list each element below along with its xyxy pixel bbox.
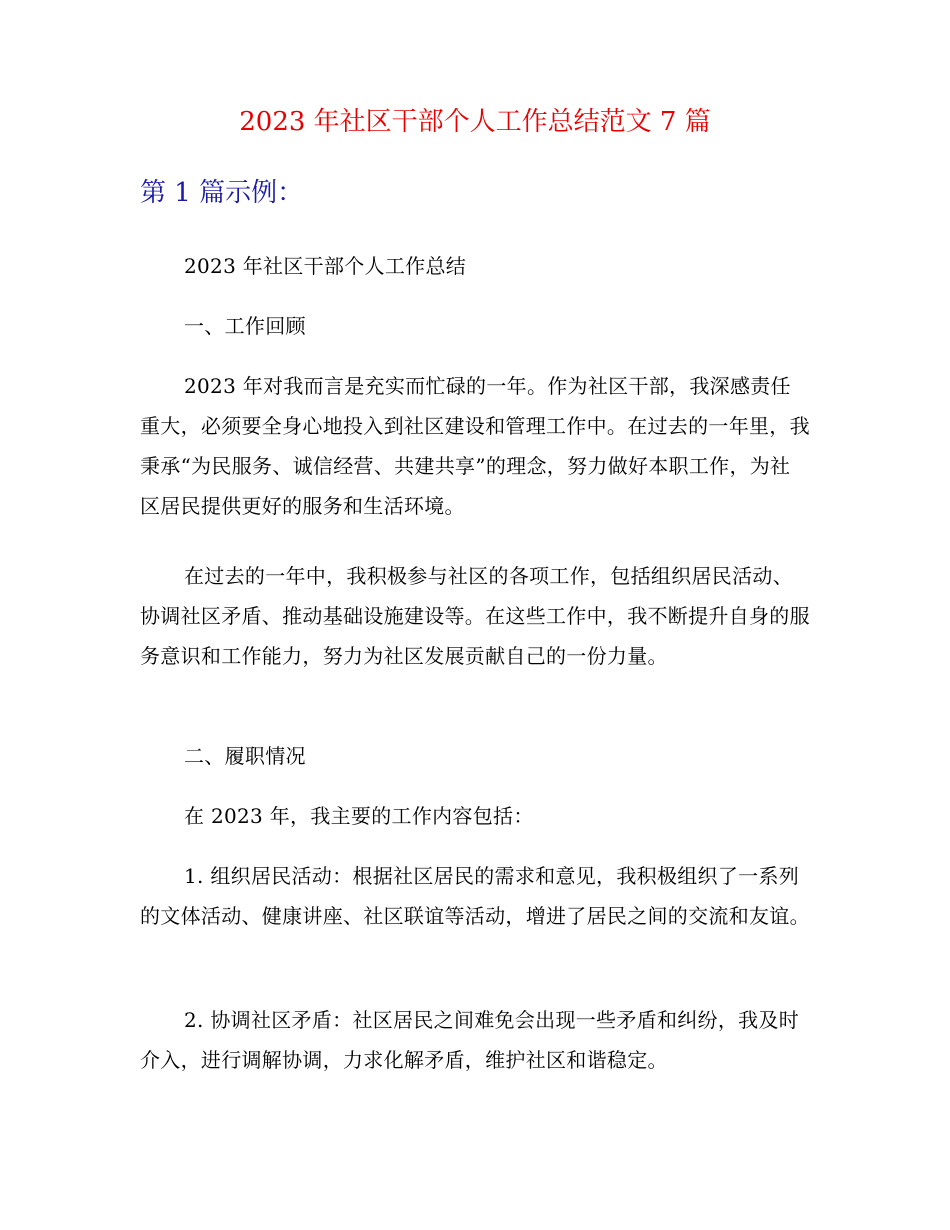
example-heading: 第 1 篇示例： [140, 178, 304, 208]
section-heading-review: 一、工作回顾 [184, 314, 306, 338]
paragraph: 在过去的一年中，我积极参与社区的各项工作，包括组织居民活动、协调社区矛盾、推动基础设施建设等。在这些工作中，我不断提升自身的服务意识和工作能力，努力为社区发展贡献自己的一份力量。 [140, 564, 810, 668]
section-heading-duties: 二、履职情况 [184, 744, 306, 768]
list-item: 2. 协调社区矛盾：社区居民之间难免会出现一些矛盾和纠纷，我及时介入，进行调解协调，力求化解矛盾，维护社区和谐稳定。 [140, 1008, 800, 1072]
document-title: 2023 年社区干部个人工作总结范文 7 篇 [239, 107, 711, 137]
paragraph: 在 2023 年，我主要的工作内容包括： [184, 804, 534, 828]
summary-title: 2023 年社区干部个人工作总结 [184, 254, 467, 278]
list-item: 1. 组织居民活动：根据社区居民的需求和意见，我积极组织了一系列的文体活动、健康讲座、社区联谊等活动，增进了居民之间的交流和友谊。 [140, 864, 810, 928]
paragraph: 2023 年对我而言是充实而忙碌的一年。作为社区干部，我深感责任重大，必须要全身心地投入到社区建设和管理工作中。在过去的一年里，我秉承“为民服务、诚信经营、共建共享”的理念，努力做好本职工作，为社区居民提供更好的服务和生活环境。 [140, 374, 810, 518]
